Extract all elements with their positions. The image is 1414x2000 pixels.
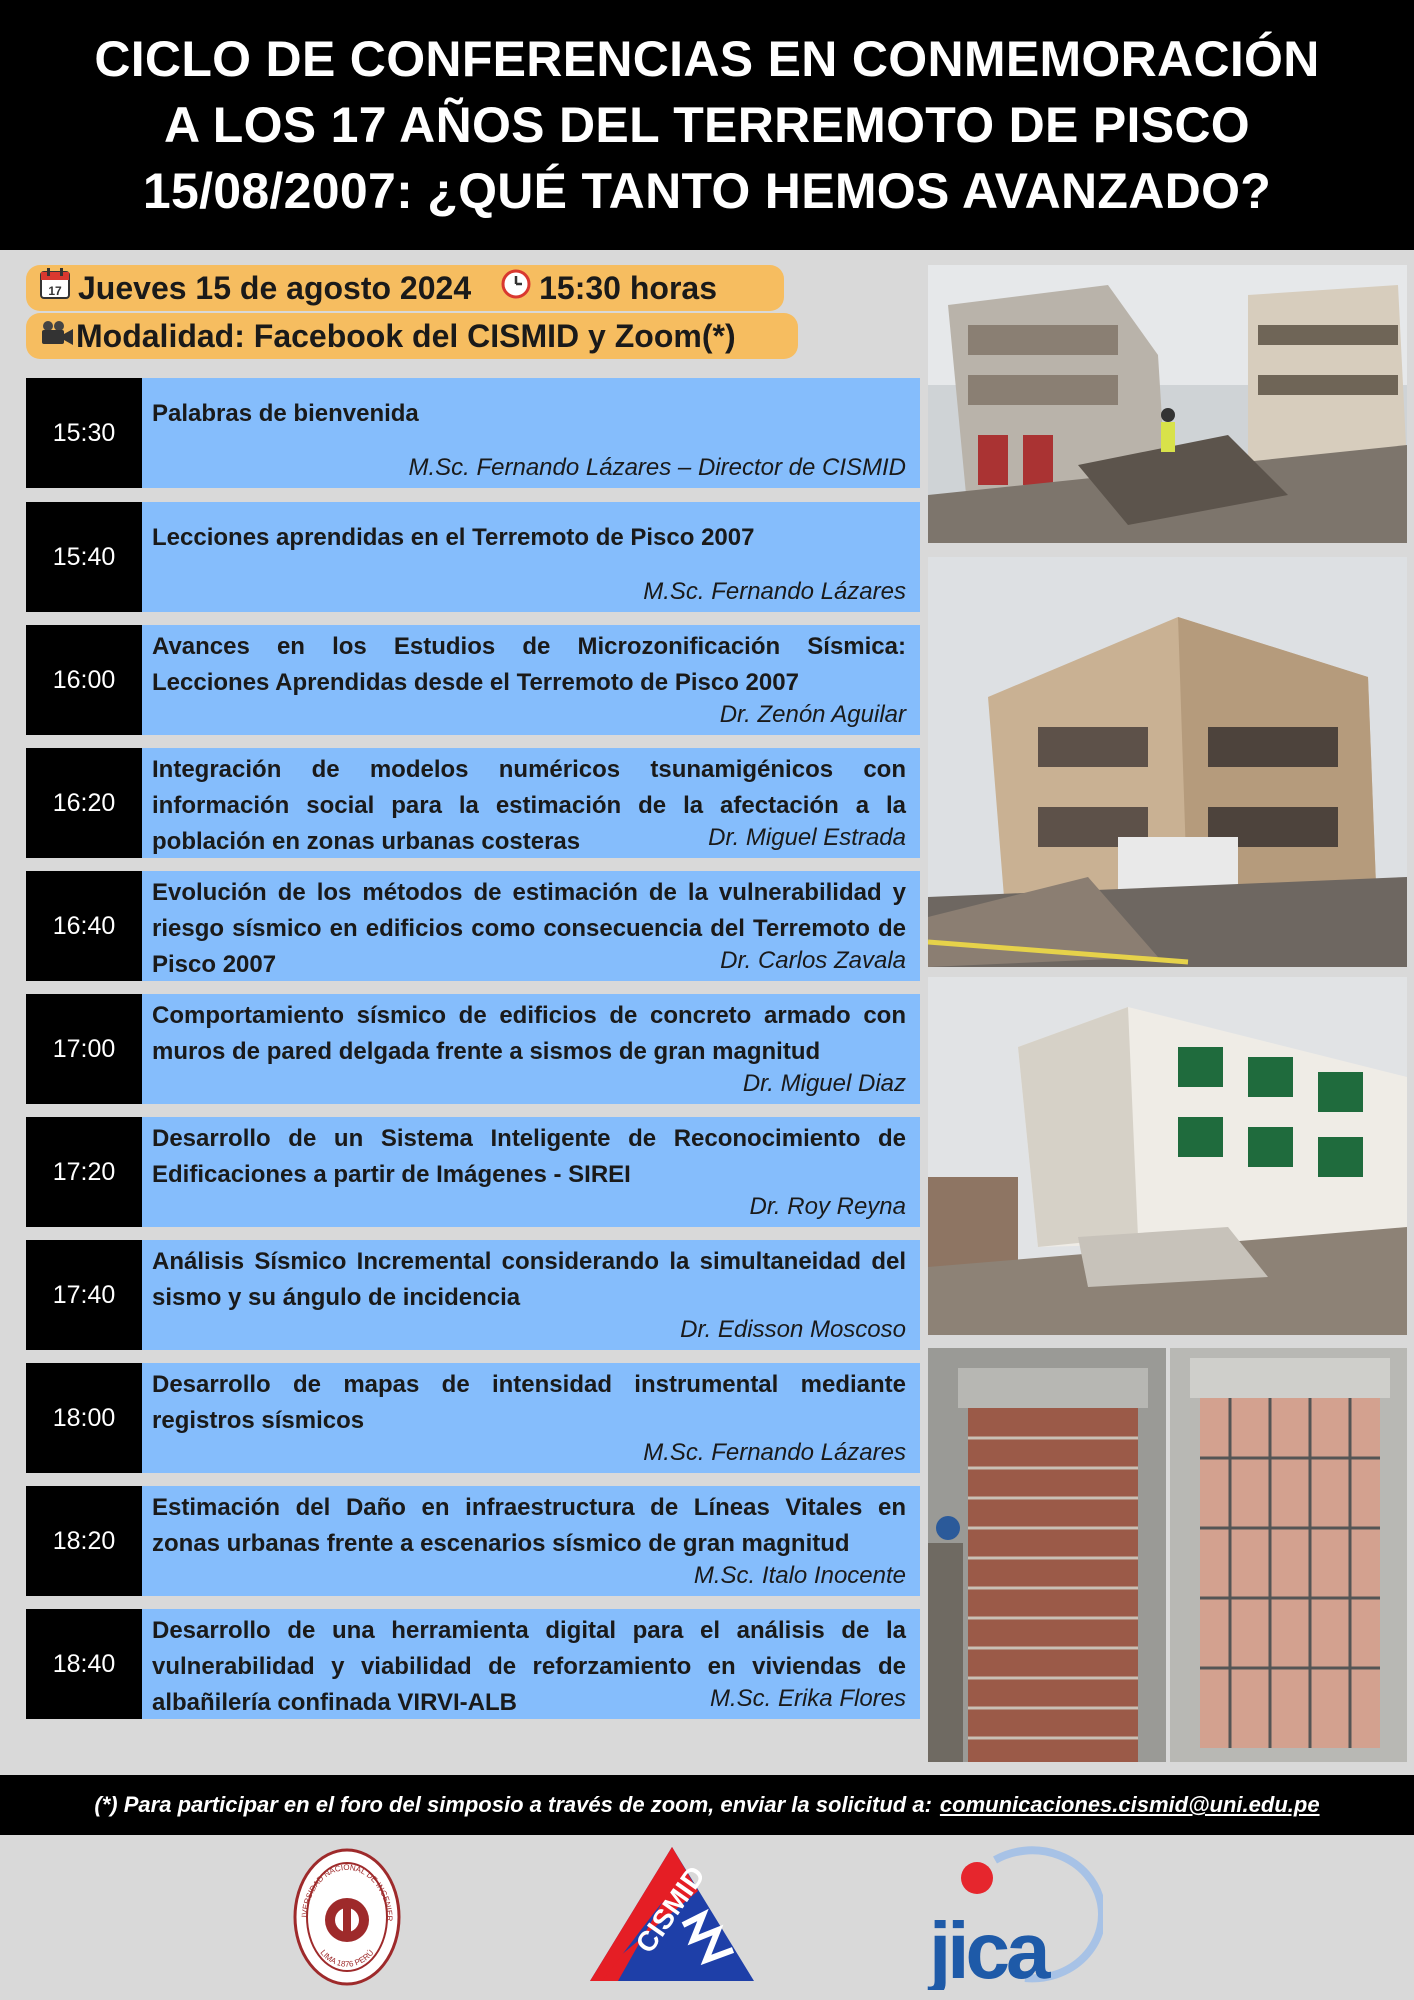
uni-logo-ring-top: IVERSIDAD NACIONAL DE INGENIER bbox=[300, 1862, 395, 1922]
talk-time: 18:00 bbox=[26, 1363, 142, 1473]
talk-title: Evolución de los métodos de estimación de la vulnerabilidad y riesgo sísmico en edificios como consecuencia del Terremoto de Pisco 2007 bbox=[152, 879, 906, 978]
talk-time: 15:30 bbox=[26, 378, 142, 488]
talk-details bbox=[142, 1363, 920, 1473]
talk-details bbox=[142, 1609, 920, 1719]
program-row bbox=[26, 1240, 920, 1350]
talk-time: 18:40 bbox=[26, 1609, 142, 1719]
event-time: 15:30 horas bbox=[539, 269, 717, 306]
talk-time: 18:20 bbox=[26, 1486, 142, 1596]
talk-details bbox=[142, 1240, 920, 1350]
talk-details bbox=[142, 625, 920, 735]
talk-time: 16:40 bbox=[26, 871, 142, 981]
wall-test-photo-2 bbox=[1170, 1348, 1407, 1762]
date-time-pill bbox=[26, 265, 784, 311]
earthquake-photo-2 bbox=[928, 557, 1407, 967]
program-row bbox=[26, 1486, 920, 1596]
footer-note-bar bbox=[0, 1775, 1414, 1835]
talk-title: Desarrollo de un Sistema Inteligente de Reconocimiento de Edificaciones a partir de Imágenes - SIREI bbox=[152, 1125, 906, 1188]
clock-icon bbox=[501, 269, 531, 307]
program-row bbox=[26, 748, 920, 858]
uni-logo bbox=[293, 1848, 401, 1986]
contact-email-link[interactable]: comunicaciones.cismid@uni.edu.pe bbox=[939, 1792, 1320, 1817]
program-row bbox=[26, 378, 920, 488]
cismid-logo-text: CISMID bbox=[629, 1860, 712, 1959]
event-date: Jueves 15 de agosto 2024 bbox=[78, 269, 472, 306]
modality-pill bbox=[26, 313, 798, 359]
talk-title: Desarrollo de una herramienta digital para el análisis de la vulnerabilidad y viabilidad de reforzamiento en viviendas de albañilería confinada VIRVI-ALB bbox=[152, 1617, 906, 1716]
program-row bbox=[26, 625, 920, 735]
page-title-line-3: 15/08/2007: ¿QUÉ TANTO HEMOS AVANZADO? bbox=[142, 163, 1272, 219]
talk-time: 17:20 bbox=[26, 1117, 142, 1227]
talk-details bbox=[142, 1486, 920, 1596]
talk-time: 16:00 bbox=[26, 625, 142, 735]
earthquake-photo-3 bbox=[928, 977, 1407, 1335]
talk-speaker: M.Sc. Italo Inocente bbox=[693, 1562, 906, 1589]
page-header bbox=[0, 0, 1414, 250]
talk-details bbox=[142, 502, 920, 612]
program-row bbox=[26, 1363, 920, 1473]
video-camera-icon bbox=[40, 318, 74, 355]
svg-text:17: 17 bbox=[48, 284, 62, 298]
talk-details bbox=[142, 871, 920, 981]
talk-speaker: Dr. Miguel Estrada bbox=[708, 824, 906, 851]
talk-speaker: M.Sc. Fernando Lázares bbox=[643, 1439, 906, 1466]
jica-logo-text: JICA bbox=[929, 1906, 1047, 1990]
page-title-line-2: A LOS 17 AÑOS DEL TERREMOTO DE PISCO bbox=[164, 97, 1250, 153]
talk-title: Desarrollo de mapas de intensidad instrumental mediante registros sísmicos bbox=[152, 1371, 906, 1434]
talk-title: Integración de modelos numéricos tsunamigénicos con información social para la estimación de la afectación a la población en zonas urbanas costeras bbox=[152, 756, 906, 855]
earthquake-photo-1 bbox=[928, 265, 1407, 543]
talk-time: 15:40 bbox=[26, 502, 142, 612]
program-row bbox=[26, 1117, 920, 1227]
talk-title: Avances en los Estudios de Microzonificación Sísmica: Lecciones Aprendidas desde el Terremoto de Pisco 2007 bbox=[152, 633, 906, 696]
talk-time: 17:40 bbox=[26, 1240, 142, 1350]
talk-speaker: Dr. Roy Reyna bbox=[749, 1193, 906, 1220]
talk-title: Análisis Sísmico Incremental considerando la simultaneidad del sismo y su ángulo de incidencia bbox=[152, 1248, 906, 1311]
talk-title: Comportamiento sísmico de edificios de concreto armado con muros de pared delgada frente a sismos de gran magnitud bbox=[152, 1002, 906, 1065]
page-title-line-1: CICLO DE CONFERENCIAS EN CONMEMORACIÓN bbox=[94, 31, 1320, 87]
talk-title: Lecciones aprendidas en el Terremoto de Pisco 2007 bbox=[152, 524, 755, 551]
talk-details bbox=[142, 378, 920, 488]
uni-logo-ring-bottom: LIMA 1876 PERÚ bbox=[318, 1948, 376, 1969]
wall-test-photo-1 bbox=[928, 1348, 1166, 1762]
talk-title: Estimación del Daño en infraestructura de Líneas Vitales en zonas urbanas frente a escenarios sísmico de gran magnitud bbox=[152, 1494, 906, 1557]
talk-details bbox=[142, 1117, 920, 1227]
talk-speaker: M.Sc. Fernando Lázares bbox=[643, 578, 906, 605]
cismid-logo bbox=[588, 1845, 756, 1985]
program-row bbox=[26, 871, 920, 981]
talk-speaker: M.Sc. Erika Flores bbox=[709, 1685, 906, 1712]
talk-speaker: Dr. Miguel Diaz bbox=[742, 1070, 906, 1097]
talk-details bbox=[142, 748, 920, 858]
jica-logo bbox=[925, 1838, 1103, 1990]
program-row bbox=[26, 994, 920, 1104]
talk-time: 17:00 bbox=[26, 994, 142, 1104]
program-row bbox=[26, 502, 920, 612]
talk-speaker: Dr. Edisson Moscoso bbox=[680, 1316, 906, 1343]
footer-note: (*) Para participar en el foro del simposio a través de zoom, enviar la solicitud a: bbox=[94, 1792, 932, 1817]
talk-speaker: M.Sc. Fernando Lázares – Director de CISMID bbox=[408, 454, 906, 481]
talk-speaker: Dr. Carlos Zavala bbox=[720, 947, 906, 974]
talk-details bbox=[142, 994, 920, 1104]
talk-time: 16:20 bbox=[26, 748, 142, 858]
calendar-icon bbox=[40, 268, 70, 308]
program-row bbox=[26, 1609, 920, 1719]
event-modality: Modalidad: Facebook del CISMID y Zoom(*) bbox=[76, 317, 736, 354]
talk-title: Palabras de bienvenida bbox=[152, 400, 419, 427]
talk-speaker: Dr. Zenón Aguilar bbox=[719, 701, 906, 728]
